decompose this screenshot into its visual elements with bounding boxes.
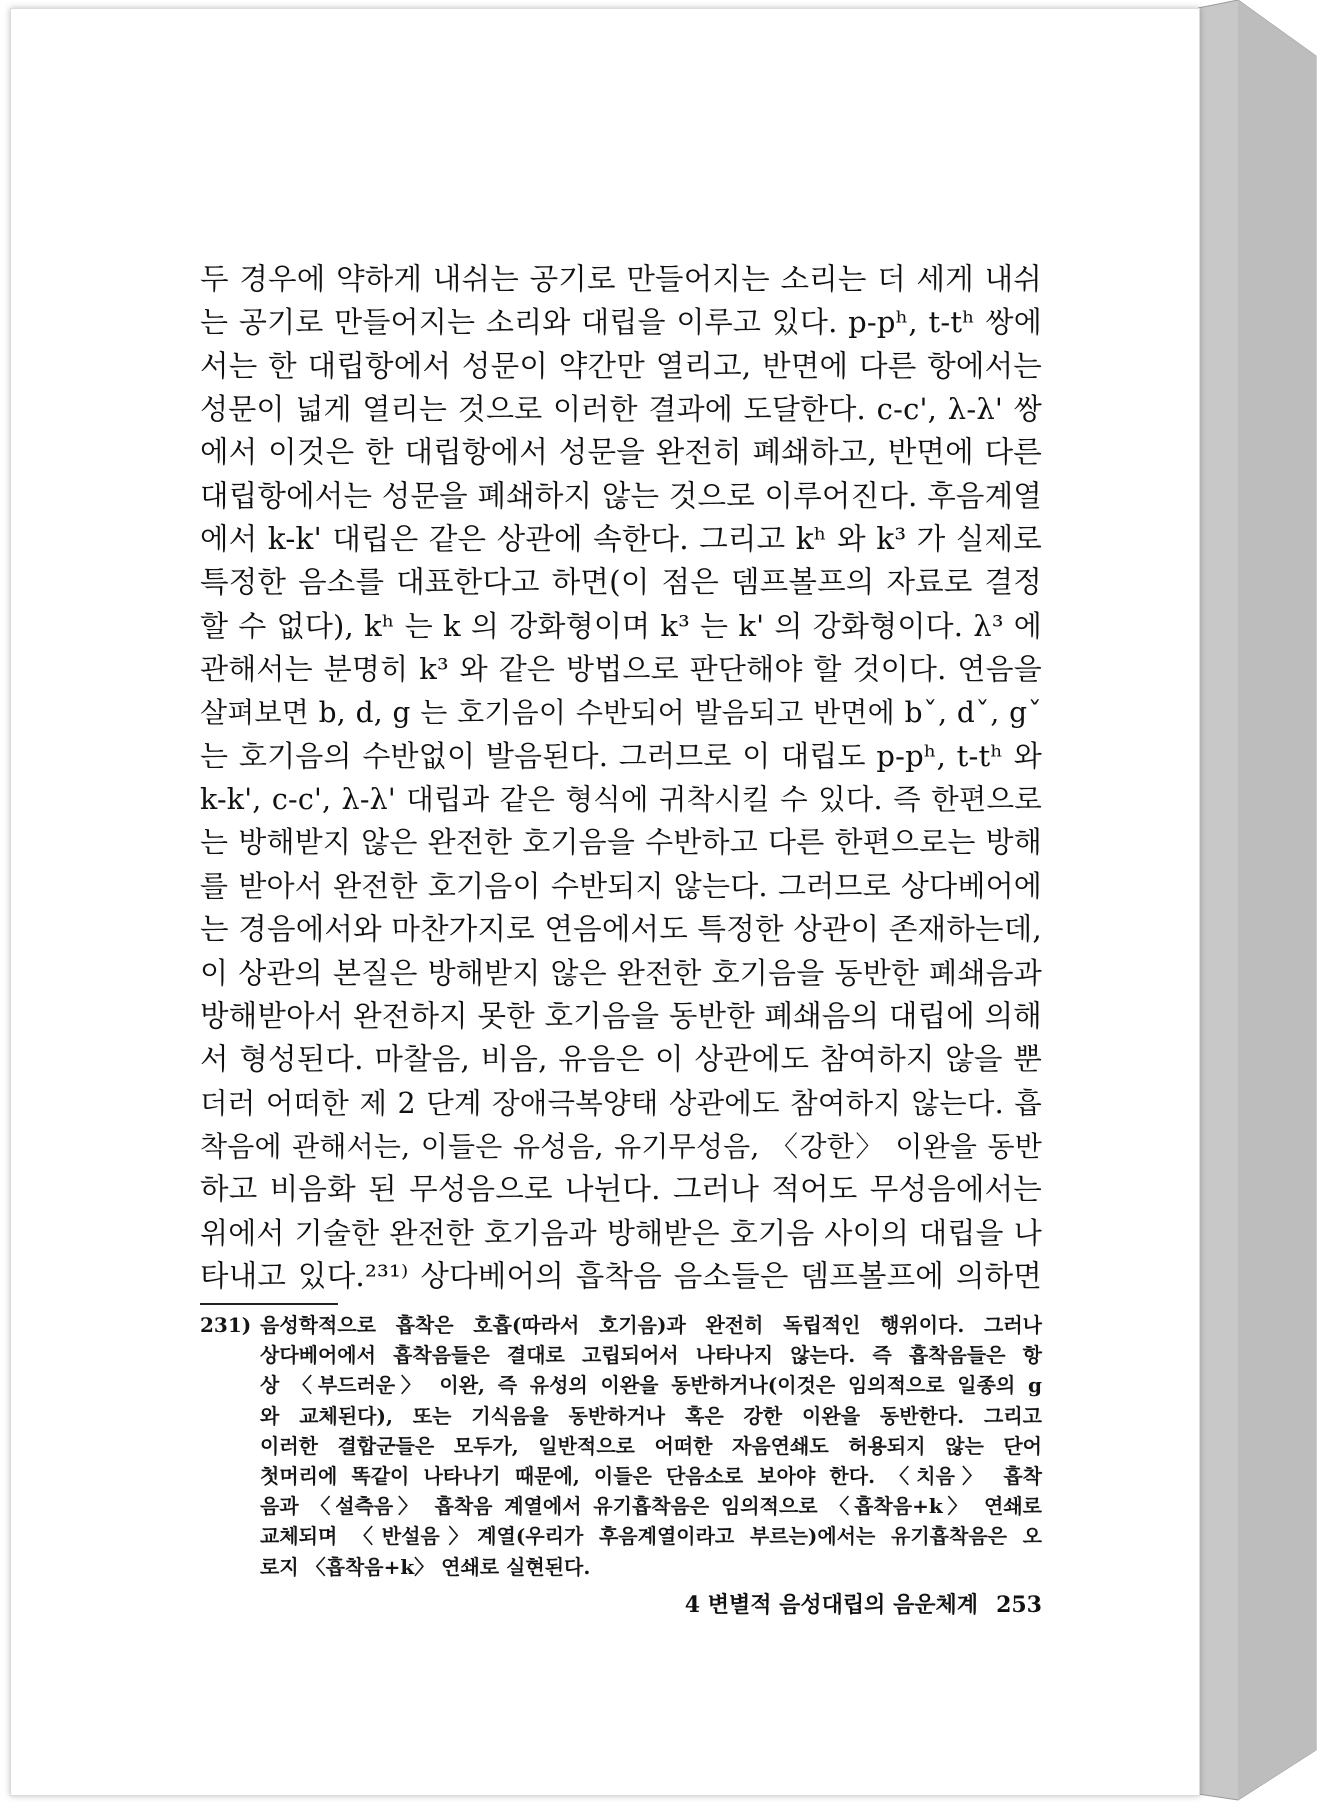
body-line: k-k', c-c', λ-λ' 대립과 같은 형식에 귀착시킬 수 있다. 즉 한편으로 bbox=[200, 783, 1042, 817]
body-line: 서 형성된다. 마찰음, 비음, 유음은 이 상관에도 참여하지 않을 뿐 bbox=[200, 1042, 1042, 1077]
footnote-line: 상다베어에서 흡착음들은 결대로 고립되어서 나타나지 않는다. 즉 흡착음들은 항 bbox=[260, 1343, 1042, 1368]
body-line: 할 수 없다), kʰ 는 k 의 강화형이며 k³ 는 k' 의 강화형이다. λ³ 에 bbox=[200, 608, 1042, 643]
footnote-line: 로지 〈흡착음+k〉 연쇄로 실현된다. bbox=[260, 1554, 591, 1579]
book-page-edge bbox=[1198, 0, 1325, 1806]
page-number: 253 bbox=[996, 1592, 1042, 1618]
body-line: 에서 k-k' 대립은 같은 상관에 속한다. 그리고 kʰ 와 k³ 가 실제로 bbox=[200, 522, 1042, 557]
main-body-text bbox=[200, 258, 1042, 1298]
footnote-line-text: 음성학적으로 흡착은 호흡(따라서 호기음)과 완전히 독립적인 행위이다. 그러나 bbox=[260, 1313, 1042, 1337]
body-line: 는 공기로 만들어지는 소리와 대립을 이루고 있다. p-pʰ, t-tʰ 쌍에 bbox=[200, 305, 1042, 340]
body-line: 이 상관의 본질은 방해받지 않은 완전한 호기음을 동반한 폐쇄음과 bbox=[200, 955, 1042, 990]
footnote-line: 상 〈부드러운〉 이완, 즉 유성의 이완을 동반하거나(이것은 임의적으로 일종의 g bbox=[260, 1373, 1042, 1398]
footnote-line: 이러한 결합군들은 모두가, 일반적으로 어떠한 자음연쇄도 허용되지 않는 단어 bbox=[260, 1433, 1042, 1458]
footnote-number: 231) bbox=[200, 1313, 252, 1337]
body-line: 대립항에서는 성문을 폐쇄하지 않는 것으로 이루어진다. 후음계열 bbox=[200, 478, 1042, 513]
body-line: 는 호기음의 수반없이 발음된다. 그러므로 이 대립도 p-pʰ, t-tʰ 와 bbox=[200, 738, 1042, 773]
footnote-line: 첫머리에 똑같이 나타나기 때문에, 이들은 단음소로 보아야 한다. 〈치음〉 흡착 bbox=[260, 1463, 1042, 1488]
footnote-line: 교체되며 〈반설음〉계열(우리가 후음계열이라고 부르는)에서는 유기흡착음은 오 bbox=[260, 1524, 1042, 1549]
running-footer bbox=[640, 1588, 1042, 1619]
body-line: 살펴보면 b, d, g 는 호기음이 수반되어 발음되고 반면에 bˇ, dˇ, gˇ bbox=[200, 696, 1042, 730]
body-line: 서는 한 대립항에서 성문이 약간만 열리고, 반면에 다른 항에서는 bbox=[200, 348, 1042, 383]
footnote-231 bbox=[200, 1310, 1042, 1582]
body-line: 착음에 관해서는, 이들은 유성음, 유기무성음, 〈강한〉 이완을 동반 bbox=[200, 1129, 1042, 1163]
body-line: 하고 비음화 된 무성음으로 나뉜다. 그러나 적어도 무성음에서는 bbox=[200, 1172, 1042, 1207]
body-line: 더러 어떠한 제 2 단계 장애극복양태 상관에도 참여하지 않는다. 흡 bbox=[200, 1086, 1042, 1120]
footnote-line: 음과 〈설측음〉 흡착음 계열에서 유기흡착음은 임의적으로 〈흡착음+k〉 연쇄로 bbox=[260, 1494, 1042, 1519]
body-line: 특정한 음소를 대표한다고 하면(이 점은 뎀프볼프의 자료로 결정 bbox=[200, 565, 1042, 600]
chapter-title: 4 변별적 음성대립의 음운체계 bbox=[684, 1592, 979, 1618]
body-line: 위에서 기술한 완전한 호기음과 방해받은 호기음 사이의 대립을 나 bbox=[200, 1215, 1042, 1250]
body-line: 에서 이것은 한 대립항에서 성문을 완전히 폐쇄하고, 반면에 다른 bbox=[200, 435, 1042, 470]
footnote-line bbox=[200, 1310, 1042, 1340]
body-line: 두 경우에 약하게 내쉬는 공기로 만들어지는 소리는 더 세게 내쉬 bbox=[200, 262, 1042, 296]
body-line: 는 경음에서와 마찬가지로 연음에서도 특정한 상관이 존재하는데, bbox=[200, 912, 1042, 947]
footnote-divider bbox=[200, 1303, 338, 1305]
body-line: 관해서는 분명히 k³ 와 같은 방법으로 판단해야 할 것이다. 연음을 bbox=[200, 652, 1042, 687]
body-line: 성문이 넓게 열리는 것으로 이러한 결과에 도달한다. c-c', λ-λ' 쌍 bbox=[200, 392, 1042, 427]
body-line: 를 받아서 완전한 호기음이 수반되지 않는다. 그러므로 상다베어에 bbox=[200, 868, 1042, 903]
body-line: 방해받아서 완전하지 못한 호기음을 동반한 폐쇄음의 대립에 의해 bbox=[200, 998, 1042, 1033]
body-line: 타내고 있다.²³¹⁾ 상다베어의 흡착음 음소들은 뎀프볼프에 의하면 bbox=[200, 1258, 1042, 1293]
body-line: 는 방해받지 않은 완전한 호기음을 수반하고 다른 한편으로는 방해 bbox=[200, 825, 1042, 860]
footnote-line: 와 교체된다), 또는 기식음을 동반하거나 혹은 강한 이완을 동반한다. 그리고 bbox=[260, 1403, 1042, 1428]
